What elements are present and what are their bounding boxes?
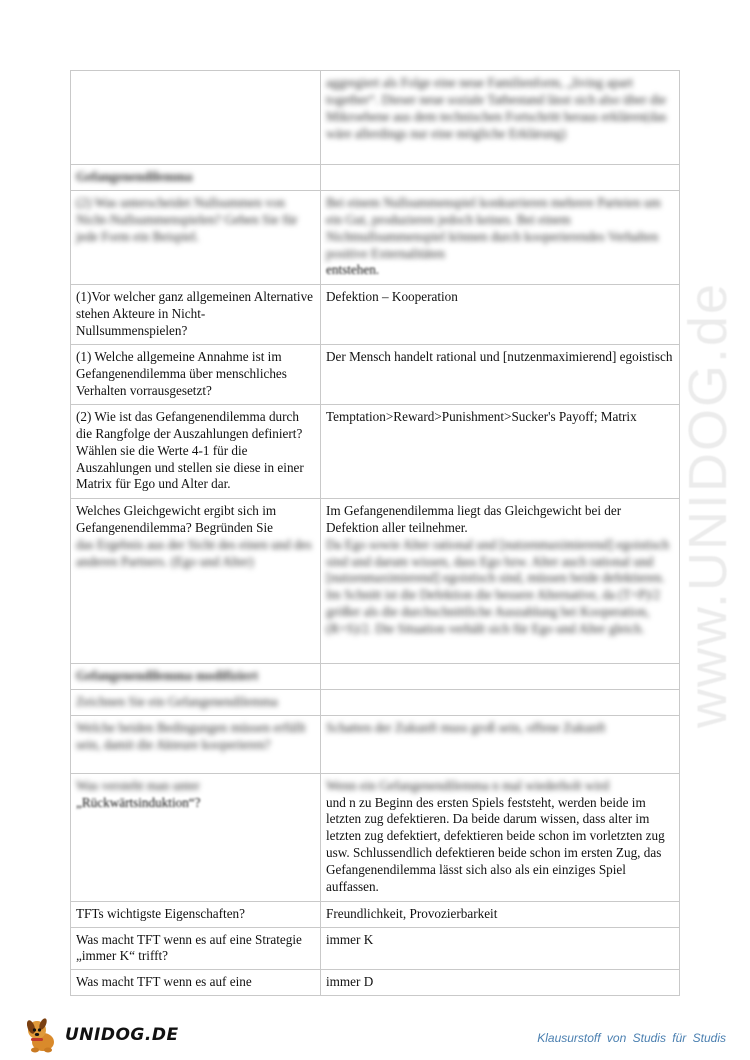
watermark-text: www.UNIDOG.de bbox=[678, 281, 738, 729]
question-cell: (2) Wie ist das Gefangenendilemma durch die Rangfolge der Auszahlungen definiert? Wählen sie die Werte 4-1 für die Auszahlungen und stellen sie diese in einer Matrix für Ego und Alter dar. bbox=[71, 404, 321, 498]
question-blurred-text: das Ergebnis aus der Sicht des einen und des anderen Partners. (Ego und Alter) bbox=[76, 536, 312, 569]
answer-cell: aggregiert als Folge eine neue Familienform, „living apart together“. Dieser neue soziale Tatbestand lässt sich also über die Mikroebene aus dem technischen Fortschritt heraus erklären(das wäre allerdings nur eine mögliche Erklärung) bbox=[321, 71, 680, 165]
question-cell: Zeichnen Sie ein Gefangenendilemma bbox=[71, 689, 321, 715]
answer-cell bbox=[321, 498, 680, 663]
table-row bbox=[71, 284, 680, 344]
logo-text: UNIDOG.DE bbox=[65, 1025, 179, 1045]
table-row bbox=[71, 927, 680, 970]
answer-cell bbox=[321, 773, 680, 901]
table-row bbox=[71, 715, 680, 773]
watermark bbox=[672, 270, 744, 740]
answer-blurred-text: Wenn ein Gefangenendilemma n mal wiederholt wird bbox=[326, 777, 610, 793]
section-row bbox=[71, 165, 680, 191]
table-row bbox=[71, 970, 680, 996]
dog-mascot-icon bbox=[22, 1015, 62, 1055]
question-blurred-text: Was versteht man unter bbox=[76, 777, 200, 793]
question-cell: (1) Welche allgemeine Annahme ist im Gefangenendilemma über menschliches Verhalten vorrausgesetzt? bbox=[71, 344, 321, 404]
question-cell: TFTs wichtigste Eigenschaften? bbox=[71, 901, 321, 927]
answer-visible-text: entstehen. bbox=[326, 262, 380, 278]
section-heading: Gefangenendilemma modifiziert bbox=[71, 663, 321, 689]
answer-cell: immer K bbox=[321, 927, 680, 970]
footer-tagline: Klausurstoff von Studis für Studis bbox=[537, 1031, 726, 1045]
answer-cell bbox=[321, 689, 680, 715]
table-row bbox=[71, 344, 680, 404]
question-cell bbox=[71, 498, 321, 663]
table-row bbox=[71, 901, 680, 927]
answer-cell: Temptation>Reward>Punishment>Sucker's Payoff; Matrix bbox=[321, 404, 680, 498]
question-cell bbox=[71, 71, 321, 165]
section-heading: Gefangenendilemma bbox=[71, 165, 321, 191]
table-row bbox=[71, 190, 680, 284]
qa-table bbox=[70, 70, 680, 996]
section-row bbox=[71, 663, 680, 689]
answer-visible-text: Im Gefangenendilemma liegt das Gleichgewicht bei der Defektion aller teilnehmer. bbox=[326, 502, 622, 535]
answer-cell: Defektion – Kooperation bbox=[321, 284, 680, 344]
table-row bbox=[71, 773, 680, 901]
table-row bbox=[71, 404, 680, 498]
question-cell: Welche beiden Bedingungen müssen erfüllt sein, damit die Akteure kooperieren? bbox=[71, 715, 321, 773]
question-cell: Was macht TFT wenn es auf eine Strategie „immer K“ trifft? bbox=[71, 927, 321, 970]
question-cell: Was macht TFT wenn es auf eine bbox=[71, 970, 321, 996]
question-cell bbox=[71, 773, 321, 901]
answer-cell: Freundlichkeit, Provozierbarkeit bbox=[321, 901, 680, 927]
table-row bbox=[71, 71, 680, 165]
table-row bbox=[71, 498, 680, 663]
table-row bbox=[71, 689, 680, 715]
question-visible-text: Welches Gleichgewicht ergibt sich im Gefangenendilemma? Begründen Sie bbox=[76, 502, 277, 535]
answer-blurred-text: Bei einem Nullsummenspiel konkurrieren mehrere Parteien um ein Gut, produzieren jedoch keines. Bei einem Nichtnullsummenspiel können durch kooperierendes Verhalten positive Externalitäten bbox=[326, 194, 661, 261]
answer-cell: Der Mensch handelt rational und [nutzenmaximierend] egoistisch bbox=[321, 344, 680, 404]
question-cell: (2) Was unterscheidet Nullsummen von Nicht-Nullsummenspielen? Geben Sie für jede Form ein Beispiel. bbox=[71, 190, 321, 284]
footer-logo bbox=[22, 1014, 179, 1056]
answer-blurred-text: Da Ego sowie Alter rational und [nutzenmaximierend] egoistisch sind und darum wissen, dass Ego bzw. Alter auch rational und [nutzenmaximierend] egoistisch sind, müssen beide defektieren. Im Schnitt ist die Defektion die bessere Alternative, da (T+P)/2 größer als die durchschnittliche Auszahlung bei Kooperation, (R+S)/2. Die Situation verhält sich für Ego und Alter gleich. bbox=[326, 536, 670, 637]
answer-cell bbox=[321, 190, 680, 284]
question-visible-text: „Rückwärtsinduktion“? bbox=[76, 794, 201, 810]
question-cell: (1)Vor welcher ganz allgemeinen Alternative stehen Akteure in Nicht-Nullsummenspielen? bbox=[71, 284, 321, 344]
answer-cell: Schatten der Zukunft muss groß sein, offene Zukunft bbox=[321, 715, 680, 773]
answer-cell: immer D bbox=[321, 970, 680, 996]
answer-visible-text: und n zu Beginn des ersten Spiels feststeht, werden beide im letzten zug defektieren. Da beide darum wissen, dass alter im letzten zug defektiert, defektieren beide schon im vorletzten zug usw. Schlussendlich defektieren beide schon im ersten Zug, das Gefangenendilemma lässt sich also als ein einziges Spiel auffassen. bbox=[326, 794, 665, 895]
